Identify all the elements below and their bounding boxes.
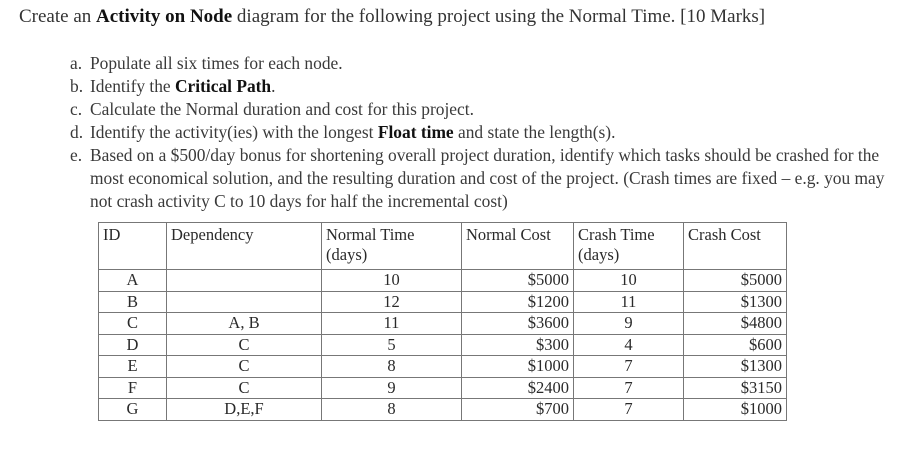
cell-crash-time: 7: [574, 399, 684, 421]
cell-crash-time: 7: [574, 377, 684, 399]
cell-normal-time: 5: [322, 334, 462, 356]
cell-id: C: [99, 313, 167, 335]
question-title: [19, 6, 765, 28]
cell-crash-time: 4: [574, 334, 684, 356]
list-item-letter: a.: [70, 53, 83, 73]
header-id: ID: [99, 223, 167, 270]
bold-term: Critical Path: [175, 76, 272, 96]
instruction-list: [70, 52, 905, 213]
header-dependency: Dependency: [167, 223, 322, 270]
table-row: [99, 356, 787, 378]
cell-dependency: C: [167, 356, 322, 378]
list-item: [70, 52, 905, 75]
text-run: Identify the activity(ies) with the longest: [90, 122, 378, 142]
table-row: [99, 399, 787, 421]
cell-normal-time: 11: [322, 313, 462, 335]
cell-id: A: [99, 270, 167, 292]
cell-normal-cost: $3600: [462, 313, 574, 335]
cell-crash-cost: $1300: [684, 356, 787, 378]
cell-normal-time: 9: [322, 377, 462, 399]
cell-id: B: [99, 291, 167, 313]
cell-id: E: [99, 356, 167, 378]
cell-dependency: A, B: [167, 313, 322, 335]
cell-normal-cost: $5000: [462, 270, 574, 292]
cell-crash-cost: $4800: [684, 313, 787, 335]
cell-id: G: [99, 399, 167, 421]
cell-id: F: [99, 377, 167, 399]
question-prefix: Create an: [19, 6, 97, 27]
cell-dependency: D,E,F: [167, 399, 322, 421]
cell-normal-cost: $2400: [462, 377, 574, 399]
cell-crash-cost: $3150: [684, 377, 787, 399]
question-bold-term: Activity on Node: [96, 6, 233, 27]
cell-crash-time: 10: [574, 270, 684, 292]
cell-dependency: [167, 270, 322, 292]
table-row: [99, 270, 787, 292]
cell-crash-time: 11: [574, 291, 684, 313]
question-suffix: diagram for the following project using the Normal Time. [10 Marks]: [232, 6, 766, 27]
text-run: Populate all six times for each node.: [90, 53, 343, 73]
table-row: [99, 291, 787, 313]
cell-crash-cost: $1000: [684, 399, 787, 421]
cell-dependency: C: [167, 334, 322, 356]
bold-term: Float time: [377, 122, 454, 142]
list-item-text: [90, 98, 905, 121]
table-row: [99, 334, 787, 356]
cell-id: D: [99, 334, 167, 356]
cell-normal-time: 10: [322, 270, 462, 292]
text-run: .: [271, 76, 276, 96]
cell-crash-time: 9: [574, 313, 684, 335]
cell-normal-cost: $300: [462, 334, 574, 356]
cell-normal-time: 12: [322, 291, 462, 313]
activity-table: [98, 222, 787, 421]
header-crash-time: Crash Time (days): [574, 223, 684, 270]
cell-normal-cost: $700: [462, 399, 574, 421]
cell-dependency: C: [167, 377, 322, 399]
cell-crash-cost: $1300: [684, 291, 787, 313]
list-item: [70, 144, 905, 213]
table-row: [99, 313, 787, 335]
list-item-letter: d.: [70, 122, 84, 142]
cell-normal-cost: $1200: [462, 291, 574, 313]
table-header-row: [99, 223, 787, 270]
cell-normal-time: 8: [322, 399, 462, 421]
cell-crash-time: 7: [574, 356, 684, 378]
list-item-letter: b.: [70, 76, 84, 96]
list-item-letter: e.: [70, 145, 83, 165]
text-run: Identify the: [90, 76, 175, 96]
cell-crash-cost: $600: [684, 334, 787, 356]
list-item-letter: c.: [70, 99, 83, 119]
cell-crash-cost: $5000: [684, 270, 787, 292]
cell-normal-cost: $1000: [462, 356, 574, 378]
cell-normal-time: 8: [322, 356, 462, 378]
text-run: and state the length(s).: [453, 122, 616, 142]
text-run: Calculate the Normal duration and cost for this project.: [90, 99, 474, 119]
header-normal-cost: Normal Cost: [462, 223, 574, 270]
list-item-text: [90, 75, 905, 98]
list-item: [70, 121, 905, 144]
header-normal-time: Normal Time (days): [322, 223, 462, 270]
cell-dependency: [167, 291, 322, 313]
list-item: [70, 75, 905, 98]
text-run: Based on a $500/day bonus for shortening overall project duration, identify which tasks should be crashed for the most economical solution, and the resulting duration and cost of the project. (Crash times are fixed – e.g. you may not crash activity C to 10 days for half the incremental cost): [90, 145, 885, 211]
list-item: [70, 98, 905, 121]
table-row: [99, 377, 787, 399]
list-item-text: [90, 144, 905, 213]
list-item-text: [90, 52, 905, 75]
list-item-text: [90, 121, 905, 144]
header-crash-cost: Crash Cost: [684, 223, 787, 270]
